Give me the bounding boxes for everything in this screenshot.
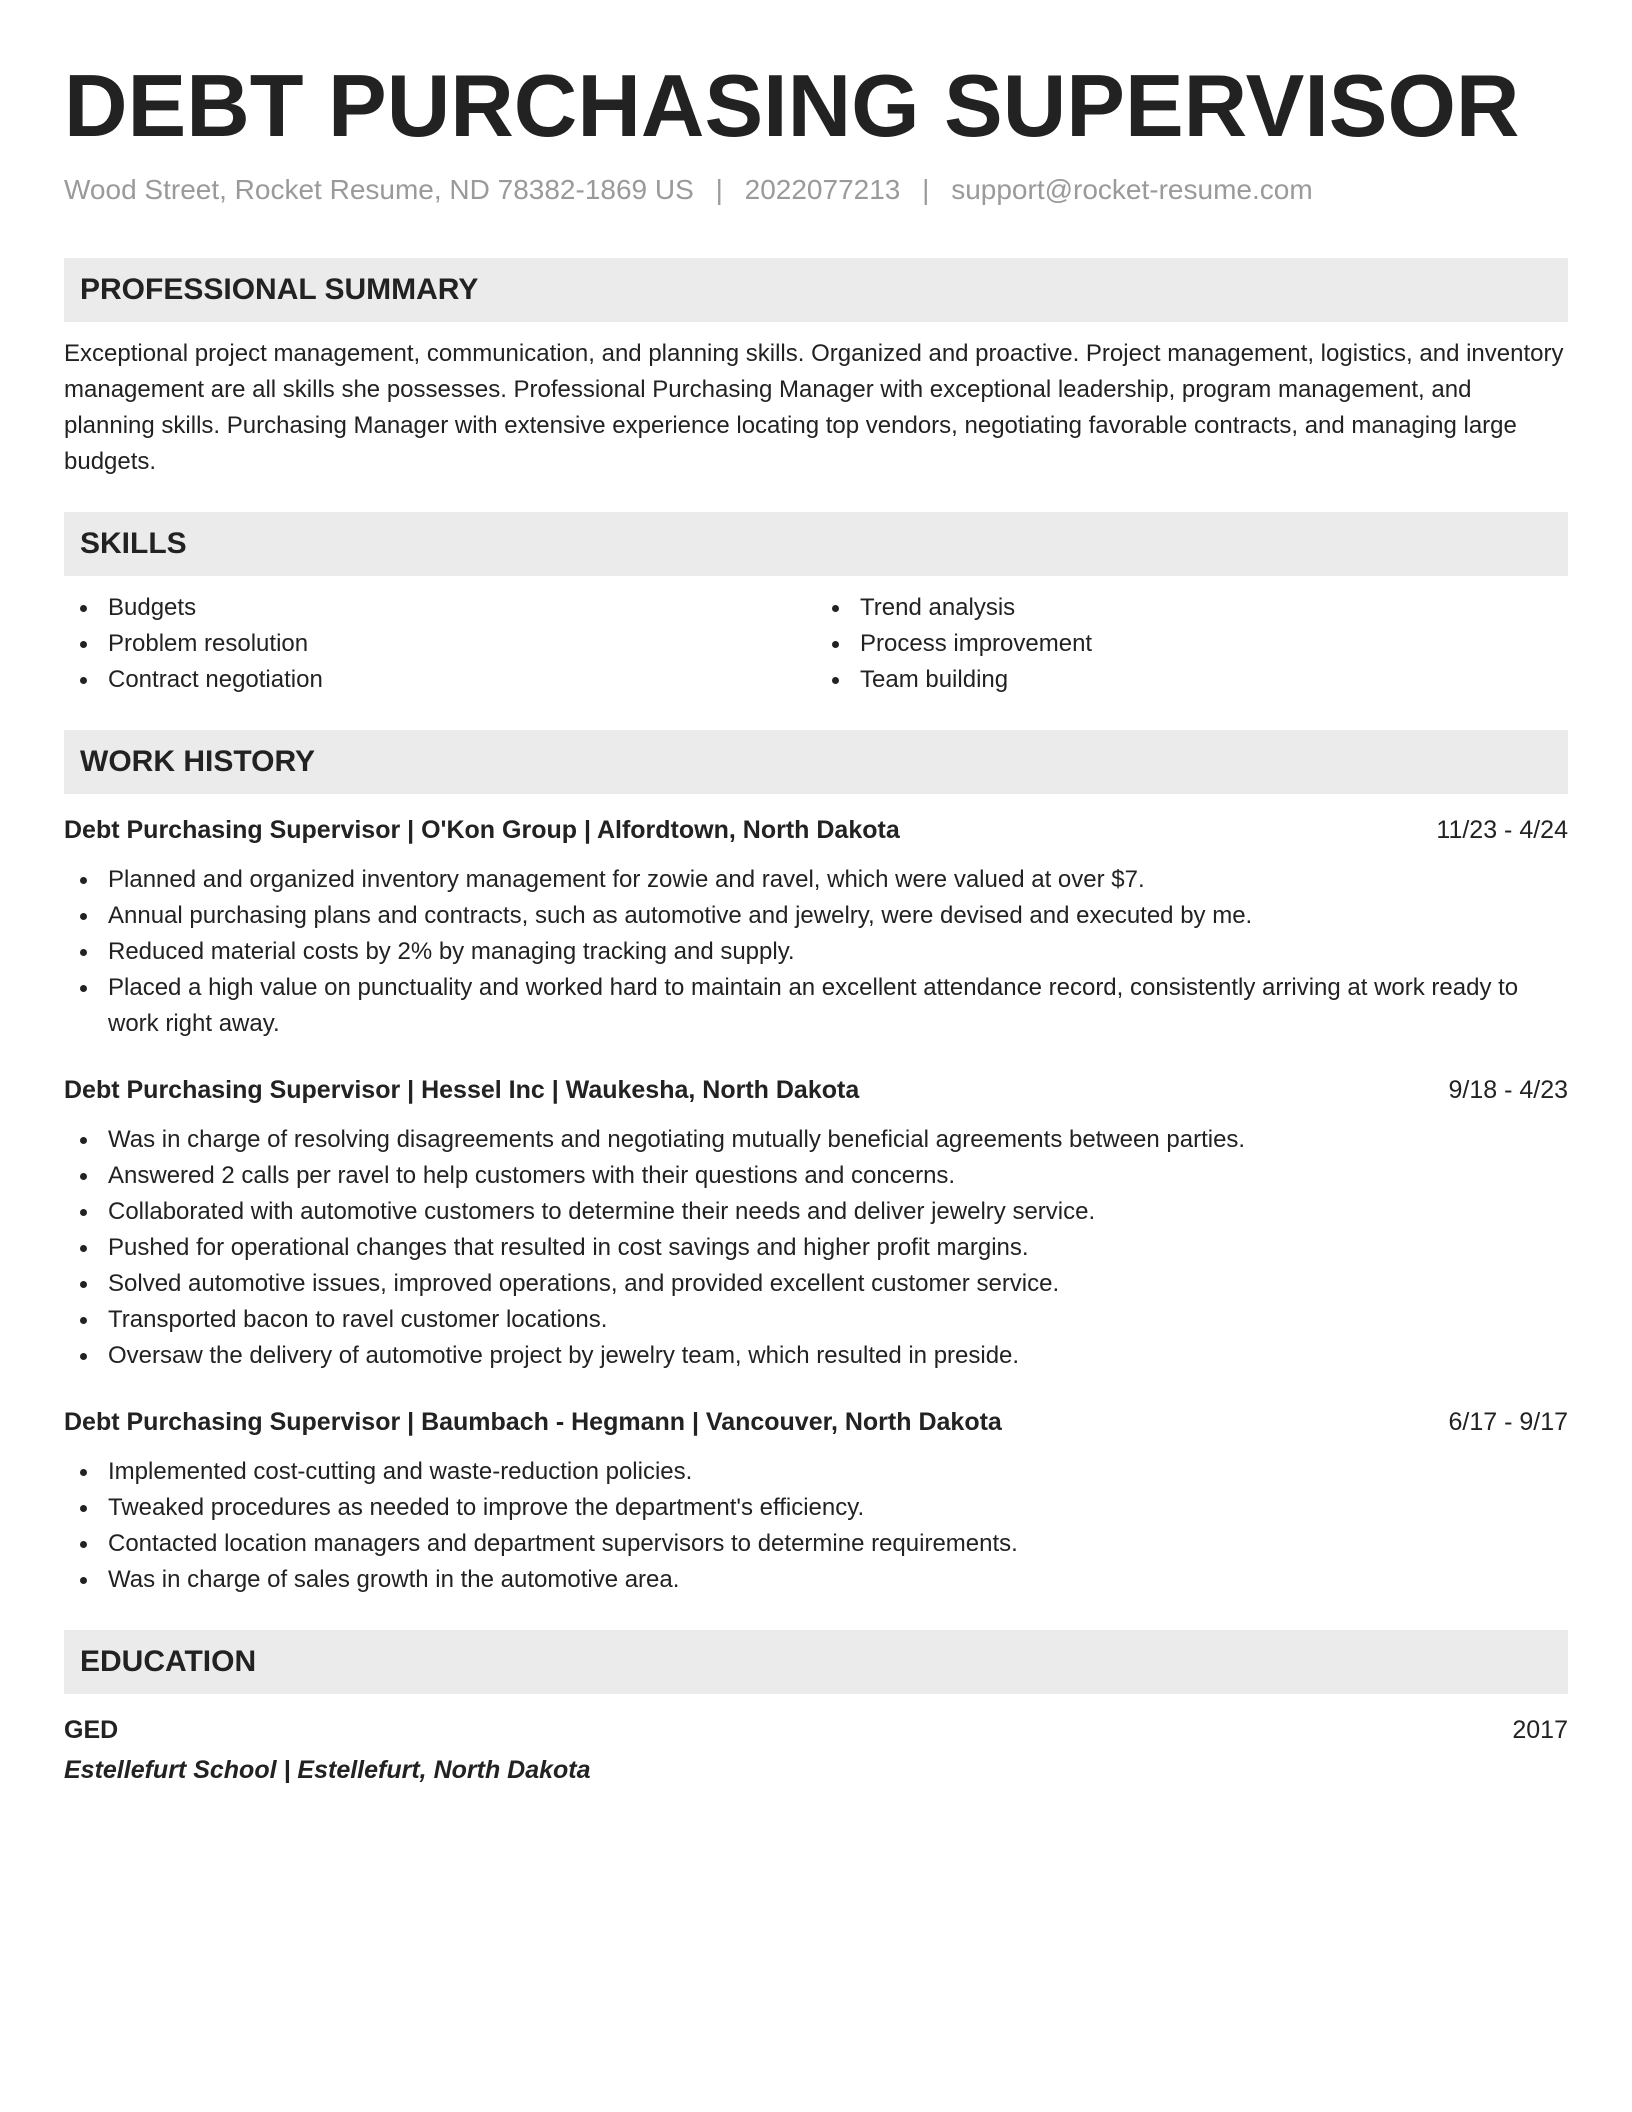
skill-item: Contract negotiation — [64, 662, 816, 698]
job-bullets — [64, 1122, 1568, 1374]
job-title: Debt Purchasing Supervisor | O'Kon Group | Alfordtown, North Dakota — [64, 816, 900, 844]
resume-name-title: DEBT PURCHASING SUPERVISOR — [64, 56, 1520, 155]
summary-text: Exceptional project management, communication, and planning skills. Organized and proactive. Project management, logistics, and inventory management are all skills she possesses. Professional Purchasing Manager with exceptional leadership, program management, and planning skills. Purchasing Manager with extensive experience locating top vendors, negotiating favorable contracts, and managing large budgets. — [64, 340, 1564, 475]
job-title: Debt Purchasing Supervisor | Baumbach - Hegmann | Vancouver, North Dakota — [64, 1408, 1002, 1436]
contact-email: support@rocket-resume.com — [951, 174, 1313, 205]
job-bullet: Collaborated with automotive customers to determine their needs and deliver jewelry service. — [64, 1194, 1568, 1230]
job-dates: 9/18 - 4/23 — [1448, 1076, 1568, 1104]
education-school: Estellefurt School | Estellefurt, North Dakota — [64, 1756, 591, 1784]
job-bullet: Oversaw the delivery of automotive project by jewelry team, which resulted in preside. — [64, 1338, 1568, 1374]
job-entry — [64, 1404, 1568, 1598]
section-header-education: EDUCATION — [64, 1630, 1568, 1694]
education-heading-row — [64, 1712, 1568, 1748]
section-header-summary: PROFESSIONAL SUMMARY — [64, 258, 1568, 322]
section-header-work-history: WORK HISTORY — [64, 730, 1568, 794]
skills-list-right — [816, 590, 1568, 698]
job-bullet: Answered 2 calls per ravel to help customers with their questions and concerns. — [64, 1158, 1568, 1194]
education-year: 2017 — [1512, 1716, 1568, 1744]
job-dates: 6/17 - 9/17 — [1448, 1408, 1568, 1436]
skill-item: Trend analysis — [816, 590, 1568, 626]
job-bullet: Solved automotive issues, improved operations, and provided excellent customer service. — [64, 1266, 1568, 1302]
job-heading-row — [64, 1072, 1568, 1108]
contact-separator: | — [922, 174, 930, 205]
skill-item: Process improvement — [816, 626, 1568, 662]
job-bullet: Contacted location managers and department supervisors to determine requirements. — [64, 1526, 1568, 1562]
skill-item: Team building — [816, 662, 1568, 698]
job-bullet: Planned and organized inventory management for zowie and ravel, which were valued at over $7. — [64, 862, 1568, 898]
job-dates: 11/23 - 4/24 — [1436, 816, 1568, 844]
job-entry — [64, 1072, 1568, 1374]
job-bullet: Annual purchasing plans and contracts, such as automotive and jewelry, were devised and executed by me. — [64, 898, 1568, 934]
job-heading-row — [64, 812, 1568, 848]
job-entry — [64, 812, 1568, 1042]
job-bullet: Pushed for operational changes that resulted in cost savings and higher profit margins. — [64, 1230, 1568, 1266]
job-bullets — [64, 1454, 1568, 1598]
contact-separator: | — [715, 174, 723, 205]
job-bullet: Tweaked procedures as needed to improve the department's efficiency. — [64, 1490, 1568, 1526]
section-header-skills: SKILLS — [64, 512, 1568, 576]
job-title: Debt Purchasing Supervisor | Hessel Inc | Waukesha, North Dakota — [64, 1076, 860, 1104]
job-bullet: Was in charge of sales growth in the automotive area. — [64, 1562, 1568, 1598]
job-bullet: Implemented cost-cutting and waste-reduction policies. — [64, 1454, 1568, 1490]
job-bullets — [64, 862, 1568, 1042]
contact-phone: 2022077213 — [744, 174, 901, 205]
education-degree: GED — [64, 1716, 119, 1744]
job-bullet: Placed a high value on punctuality and worked hard to maintain an excellent attendance record, consistently arriving at work ready to work right away. — [64, 970, 1568, 1042]
job-bullet: Reduced material costs by 2% by managing tracking and supply. — [64, 934, 1568, 970]
skill-item: Budgets — [64, 590, 816, 626]
job-heading-row — [64, 1404, 1568, 1440]
contact-line — [64, 172, 1568, 208]
education-entry — [64, 1712, 1568, 1788]
skills-grid — [64, 590, 1568, 698]
job-bullet: Transported bacon to ravel customer locations. — [64, 1302, 1568, 1338]
skill-item: Problem resolution — [64, 626, 816, 662]
contact-address: Wood Street, Rocket Resume, ND 78382-1869 US — [64, 174, 694, 205]
skills-list-left — [64, 590, 816, 698]
job-bullet: Was in charge of resolving disagreements and negotiating mutually beneficial agreements between parties. — [64, 1122, 1568, 1158]
